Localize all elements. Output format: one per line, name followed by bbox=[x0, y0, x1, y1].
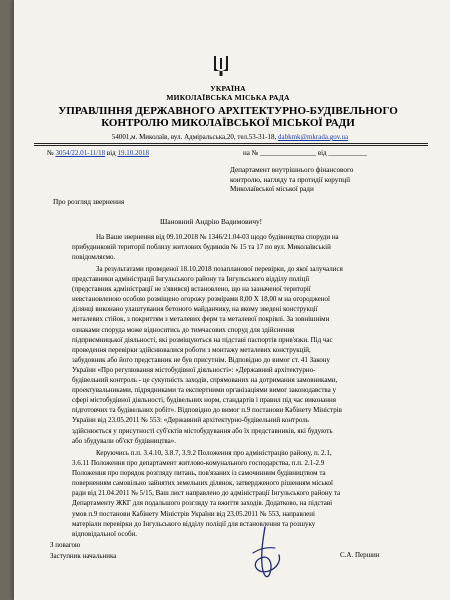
handwritten-signature bbox=[245, 525, 285, 585]
subject-line: Про розгляд звернення bbox=[53, 197, 125, 206]
header-council: МИКОЛАЇВСЬКА МІСЬКА РАДА bbox=[166, 93, 290, 102]
ref-number-label: № bbox=[47, 149, 54, 157]
header-rule-top bbox=[34, 143, 428, 144]
body-line: матеріали перевірки до Інгульського відділу поліції для встановлення та розшуку bbox=[72, 519, 316, 528]
body-line: здійснюється у присутності суб'єктів містобудування або їх представників, які будують bbox=[72, 426, 333, 435]
body-line: або збудували об'єкт будівництва». bbox=[72, 436, 176, 445]
signer-name: С.А. Першин bbox=[340, 551, 380, 559]
incoming-number-label: на № bbox=[243, 149, 259, 157]
body-line: повідомляємо. bbox=[72, 253, 116, 262]
body-line: Керуючись п.п. 3.4.10, 3.8.7, 3.9.2 Положення про адміністрацію району, п. 2.1, bbox=[96, 449, 332, 457]
body-line: України «Про регулювання містобудівної діяльності»: «Державний архітектурно- bbox=[72, 365, 316, 374]
body-line: (представник адміністрації не з'явився) встановлено, що на зазначеної території bbox=[72, 285, 311, 294]
body-line: ради від 21.04.2011 № 5/15, Ваш лист направлено до адміністрації Інгульського району та bbox=[72, 489, 341, 498]
recipient-line: Департамент внутрішнього фінансового bbox=[230, 166, 354, 174]
body-line: підготовчих та будівельних робіт». Відповідно до вимог п.9 постанови Кабінету Міністрів bbox=[72, 406, 342, 415]
recipient-block bbox=[230, 166, 410, 195]
body-line: металевих стійок, з покриттям з металевих ферм та металевої покрівлі. За зовнішніми bbox=[72, 315, 330, 324]
ref-date-label: від bbox=[106, 149, 116, 157]
ukraine-trident-icon bbox=[213, 55, 229, 77]
body-line: На Ваше звернення від 09.10.2018 № 1346/21.04-03 щодо будівництва споруди на bbox=[96, 233, 339, 241]
email-link[interactable]: dabkmk@mkrada.gov.ua bbox=[277, 133, 349, 141]
header-dept-line1: УПРАВЛІННЯ ДЕРЖАВНОГО АРХІТЕКТУРНО-БУДІВЕЛЬНОГО bbox=[58, 105, 398, 117]
incoming-ref: на № ________________ від ___________ bbox=[243, 149, 367, 157]
body-line: України від 23.05.2011 № 553: «Державний архітектурно-будівельний контроль bbox=[72, 416, 309, 425]
outgoing-ref bbox=[47, 149, 149, 157]
body-line: представники адміністрації Інгульського району та Інгульського відділу поліції bbox=[72, 275, 310, 284]
body-line: будівельний контроль - це сукупність заходів, спрямованих на дотримання замовниками, bbox=[72, 376, 338, 385]
body-paragraph bbox=[72, 232, 412, 262]
recipient-line: Миколаївської міської ради bbox=[230, 185, 314, 193]
header-ukraine: УКРАЇНА bbox=[210, 84, 246, 93]
body-line: ознаками споруда може відноситись до тимчасових споруд для здійснення bbox=[72, 325, 295, 334]
body-paragraph bbox=[72, 448, 412, 539]
body-line: відповідальної особи. bbox=[72, 529, 138, 538]
incoming-date-label: від bbox=[317, 149, 327, 157]
body-line: підприємницької діяльності, які розміщуються на підставі паспортів прив'язки. Під час bbox=[72, 335, 333, 344]
body-line: Департаменту ЖКГ для подальшого розгляду та вжиття заходів. Додатково, на підставі bbox=[72, 499, 333, 508]
body-line: 3.6.11 Положення про департамент житлово-комунального господарства, п.п. 2.1-2.9 bbox=[72, 459, 325, 468]
body-paragraph bbox=[72, 264, 412, 446]
address-text: 54001,м. Миколаїв, вул. Адміральська,20, тел.53-31-18, bbox=[111, 133, 277, 141]
body-line: сфері містобудівної діяльності, будівельних норм, стандартів і правил під час виконання bbox=[72, 396, 336, 405]
ref-number: 3054/22.01-11/18 bbox=[55, 149, 106, 157]
body-line: невстановленою особою розміщено огорожу розмірами 8,00 Х 18,00 м на огородженої bbox=[72, 295, 330, 304]
body-line: проектувальниками, підрядниками та експертними організаціями вимог законодавства у bbox=[72, 386, 336, 395]
header-address bbox=[60, 133, 400, 141]
ref-date: 19.10.2018 bbox=[117, 149, 149, 157]
closing: З повагою bbox=[50, 541, 81, 549]
body-line: ділянці виконано улаштування бетоного майданчику, на якому зведені конструкції bbox=[72, 305, 318, 314]
signer-position: Заступник начальника bbox=[50, 552, 117, 560]
body-line: умов п.9 постанови Кабінету Міністрів України від 23.05.2011 № 553, направлені bbox=[72, 509, 315, 518]
header-dept-line2: КОНТРОЛЮ МИКОЛАЇВСЬКОЇ МІСЬКОЇ РАДИ bbox=[101, 117, 355, 129]
body-line: поверненням самовільно зайнятих земельних ділянок, затвердженого рішенням міської bbox=[72, 479, 333, 488]
header-rule-bottom bbox=[34, 145, 428, 146]
body-line: забудовник або його представник не був присутнім. Відповідно до вимог ст. 41 Закону bbox=[72, 355, 331, 364]
body-line: Положення про порядок розгляду питань, пов'язаних із самочинним будівництвом та bbox=[72, 469, 326, 478]
greeting: Шановний Андрію Вадимовичу! bbox=[160, 217, 263, 226]
recipient-line: контролю, нагляду та протидії корупції bbox=[230, 175, 351, 184]
body-line: проведення перевірки здійснювалися роботи з монтажу металевих конструкцій, bbox=[72, 345, 311, 354]
body-line: прибудинковій території поблизу житлових будинків № 15 та 17 по вул. Миколаївській bbox=[72, 243, 331, 252]
body-line: За результатами проведеної 18.10.2018 позапланової перевірки, до якої залучалися bbox=[96, 265, 343, 273]
